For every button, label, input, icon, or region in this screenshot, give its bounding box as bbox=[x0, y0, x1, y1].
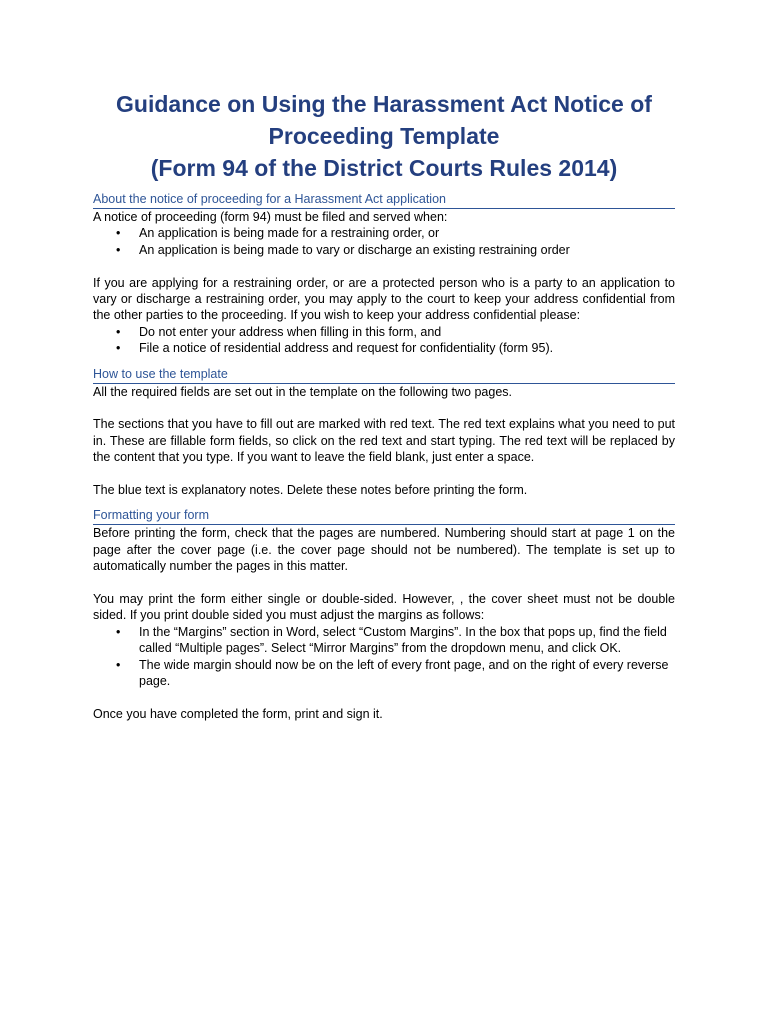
section-heading-formatting: Formatting your form bbox=[93, 508, 675, 525]
section-howto bbox=[93, 367, 675, 499]
section-heading-about: About the notice of proceeding for a Harassment Act application bbox=[93, 192, 675, 209]
about-bullet-list-2 bbox=[93, 324, 675, 357]
list-item-text: An application is being made to vary or discharge an existing restraining order bbox=[139, 242, 570, 257]
list-item bbox=[93, 225, 675, 241]
section-heading-howto: How to use the template bbox=[93, 367, 675, 384]
list-item-text: File a notice of residential address and request for confidentiality (form 95). bbox=[139, 341, 554, 356]
document-title bbox=[93, 88, 675, 184]
howto-paragraph-3: The blue text is explanatory notes. Delete these notes before printing the form. bbox=[93, 483, 528, 498]
formatting-paragraph-2: You may print the form either single or double-sided. However, , the cover sheet must not be double sided. If you print double sided you must adjust the margins as follows: bbox=[93, 592, 675, 623]
list-item-text: Do not enter your address when filling in this form, and bbox=[139, 324, 442, 339]
title-line-1: Guidance on Using the Harassment Act Notice of bbox=[116, 91, 652, 117]
title-line-3: (Form 94 of the District Courts Rules 2014) bbox=[150, 155, 618, 181]
bullet-icon: • bbox=[116, 624, 121, 639]
about-bullet-list bbox=[93, 225, 675, 258]
list-item-text: An application is being made for a restraining order, or bbox=[139, 226, 440, 241]
bullet-icon: • bbox=[116, 341, 121, 356]
about-intro: A notice of proceeding (form 94) must be filed and served when: bbox=[93, 210, 448, 224]
document-page bbox=[93, 88, 675, 722]
list-item bbox=[93, 624, 675, 657]
bullet-icon: • bbox=[116, 242, 121, 257]
bullet-icon: • bbox=[116, 324, 121, 339]
list-item-text: The wide margin should now be on the left of every front page, and on the right of every reverse page. bbox=[139, 657, 669, 689]
list-item bbox=[93, 657, 675, 690]
list-item bbox=[93, 242, 675, 258]
list-item bbox=[93, 324, 675, 340]
about-paragraph-confidential: If you are applying for a restraining order, or are a protected person who is a party to an application to vary or discharge a restraining order, you may apply to the court to keep your address confidential from the other parties to the proceeding. If you wish to keep your address confidential please: bbox=[93, 275, 675, 323]
list-item bbox=[93, 340, 675, 356]
formatting-paragraph-1: Before printing the form, check that the pages are numbered. Numbering should start at page 1 on the page after the cover page (i.e. the cover page should not be numbered). The template is set up to automatically number the pages in this matter. bbox=[93, 526, 675, 574]
list-item-text: In the “Margins” section in Word, select “Custom Margins”. In the box that pops up, find the field called “Multiple pages”. Select “Mirror Margins” from the dropdown menu, and click OK. bbox=[139, 624, 667, 656]
bullet-icon: • bbox=[116, 657, 121, 672]
howto-paragraph-1: All the required fields are set out in the template on the following two pages. bbox=[93, 384, 513, 399]
title-line-2: Proceeding Template bbox=[268, 123, 500, 149]
bullet-icon: • bbox=[116, 226, 121, 241]
howto-paragraph-2: The sections that you have to fill out are marked with red text. The red text explains what you need to put in. These are fillable form fields, so click on the red text and start typing. The red text will be replaced by the content that you type. If you want to leave the field blank, just enter a space. bbox=[93, 417, 675, 465]
section-formatting bbox=[93, 508, 675, 722]
formatting-paragraph-3: Once you have completed the form, print and sign it. bbox=[93, 706, 383, 721]
section-about bbox=[93, 192, 675, 357]
formatting-bullet-list bbox=[93, 624, 675, 690]
